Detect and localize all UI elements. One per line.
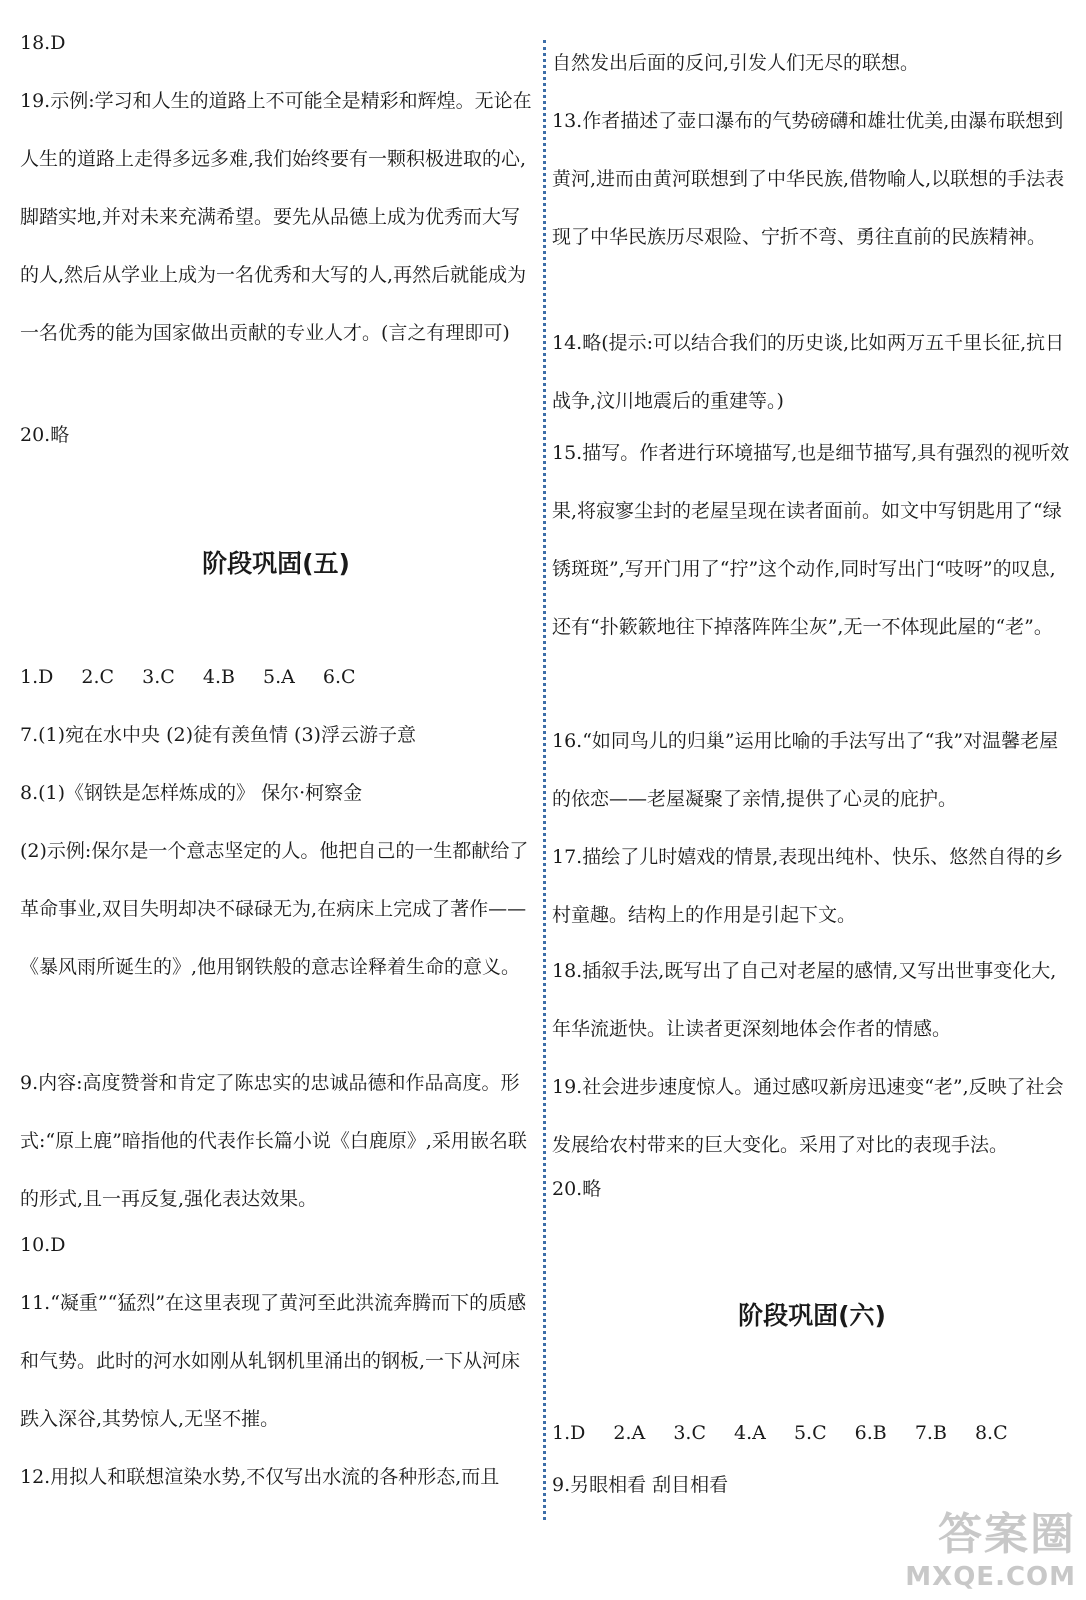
section-heading-6: 阶段巩固(六): [738, 1301, 886, 1330]
mc-answer: 3.C: [673, 1422, 706, 1444]
answer-7: 7.(1)宛在水中央 (2)徒有羡鱼情 (3)浮云游子意: [20, 724, 416, 746]
mc-answer: 4.A: [734, 1422, 766, 1444]
answer-12-continued: 自然发出后面的反问,引发人们无尽的联想。: [552, 52, 920, 74]
mc-answer: 1.D: [20, 666, 54, 688]
answer-8-part1: 8.(1)《钢铁是怎样炼成的》 保尔·柯察金: [20, 782, 363, 804]
answer-19: 19.示例:学习和人生的道路上不可能全是精彩和辉煌。无论在人生的道路上走得多远多难,我们始终要有一颗积极进取的心,脚踏实地,并对未来充满希望。要先从品德上成为优秀而大写的人,然后从学业上成为一名优秀和大写的人,再然后就能成为一名优秀的能为国家做出贡献的专业人才。(言之有理即可): [20, 90, 532, 344]
answer-9-section6: 9.另眼相看 刮目相看: [552, 1474, 729, 1496]
answer-20: 20.略: [552, 1178, 602, 1200]
answer-14: 14.略(提示:可以结合我们的历史谈,比如两万五千里长征,抗日战争,汶川地震后的重建等。): [552, 332, 1065, 412]
multiple-choice-answers-6: [552, 1404, 1072, 1462]
multiple-choice-answers-5: [20, 648, 532, 706]
watermark-text: 答案圈: [938, 1509, 1076, 1560]
answer-12: 12.用拟人和联想渲染水势,不仅写出水流的各种形态,而且: [20, 1466, 500, 1488]
watermark-logo: [905, 1498, 1076, 1592]
mc-answer: 6.C: [322, 666, 356, 688]
answer-11: 11.“凝重”“猛烈”在这里表现了黄河至此洪流奔腾而下的质感和气势。此时的河水如刚从轧钢机里涌出的钢板,一下从河床跌入深谷,其势惊人,无坚不摧。: [20, 1292, 527, 1430]
mc-answer: 2.A: [613, 1422, 646, 1444]
column-divider: [543, 40, 546, 1520]
mc-answer: 5.A: [263, 666, 295, 688]
answer-19: 19.社会进步速度惊人。通过感叹新房迅速变“老”,反映了社会发展给农村带来的巨大变化。采用了对比的表现手法。: [552, 1076, 1064, 1156]
mc-answer: 2.C: [81, 666, 115, 688]
mc-answer: 7.B: [914, 1422, 947, 1444]
answer-18: 18.插叙手法,既写出了自己对老屋的感情,又写出世事变化大,年华流逝快。让读者更深刻地体会作者的情感。: [552, 960, 1057, 1040]
watermark-domain: MXQE.COM: [905, 1562, 1076, 1592]
mc-answer: 6.B: [854, 1422, 887, 1444]
answer-20: 20.略: [20, 424, 70, 446]
answer-17: 17.描绘了儿时嬉戏的情景,表现出纯朴、快乐、悠然自得的乡村童趣。结构上的作用是引起下文。: [552, 846, 1064, 926]
answer-16: 16.“如同鸟儿的归巢”运用比喻的手法写出了“我”对温馨老屋的依恋——老屋凝聚了亲情,提供了心灵的庇护。: [552, 730, 1059, 810]
mc-answer: 4.B: [202, 666, 235, 688]
mc-answer: 3.C: [142, 666, 175, 688]
mc-answer: 1.D: [552, 1422, 586, 1444]
answer-9: 9.内容:高度赞誉和肯定了陈忠实的忠诚品德和作品高度。形式:“原上鹿”暗指他的代表作长篇小说《白鹿原》,采用嵌名联的形式,且一再反复,强化表达效果。: [20, 1072, 527, 1210]
answer-8-part2: (2)示例:保尔是一个意志坚定的人。他把自己的一生都献给了革命事业,双目失明却决不碌碌无为,在病床上完成了著作——《暴风雨所诞生的》,他用钢铁般的意志诠释着生命的意义。: [20, 840, 529, 978]
section-heading-5: 阶段巩固(五): [202, 549, 350, 578]
answer-13: 13.作者描述了壶口瀑布的气势磅礴和雄壮优美,由瀑布联想到黄河,进而由黄河联想到了中华民族,借物喻人,以联想的手法表现了中华民族历尽艰险、宁折不弯、勇往直前的民族精神。: [552, 110, 1065, 248]
answer-15: 15.描写。作者进行环境描写,也是细节描写,具有强烈的视听效果,将寂寥尘封的老屋呈现在读者面前。如文中写钥匙用了“绿锈斑斑”,写开门用了“拧”这个动作,同时写出门“吱呀”的叹息,还有“扑簌簌地往下掉落阵阵尘灰”,无一不体现此屋的“老”。: [552, 442, 1070, 638]
mc-answer: 5.C: [793, 1422, 827, 1444]
mc-answer: 8.C: [974, 1422, 1008, 1444]
answer-18: 18.D: [20, 32, 66, 54]
answer-10: 10.D: [20, 1234, 66, 1256]
